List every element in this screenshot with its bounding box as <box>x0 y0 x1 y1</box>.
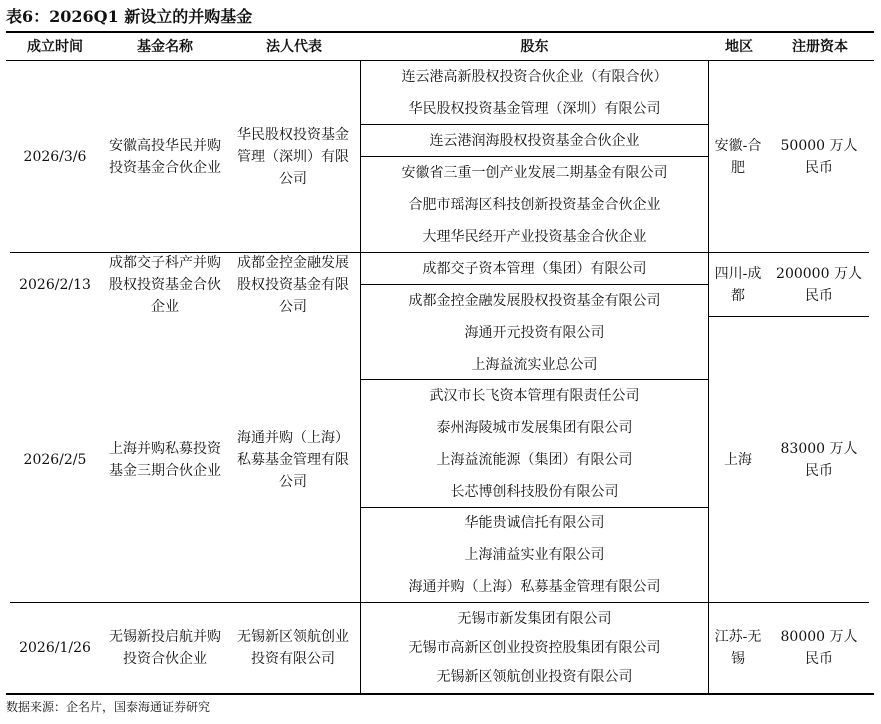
fund-date: 2026/2/5 <box>23 451 87 468</box>
fund-name: 安徽高投华民并购投资基金合伙企业 <box>109 137 221 176</box>
shareholder-item: 大理华民经开产业投资基金合伙企业 <box>422 229 647 245</box>
shareholder-divider <box>361 156 708 157</box>
fund-date: 2026/3/6 <box>23 148 87 165</box>
fund-region: 江苏-无锡 <box>714 629 762 667</box>
fund-legal-rep: 成都金控金融发展股权投资基金有限公司 <box>237 254 349 315</box>
fund-legal-rep: 华民股权投资基金管理（深圳）有限公司 <box>237 126 349 187</box>
shareholder-item: 安徽省三重一创产业发展二期基金有限公司 <box>401 165 668 181</box>
header-capital: 注册资本 <box>792 39 848 55</box>
shareholder-item: 泰州海陵城市发展集团有限公司 <box>436 420 633 436</box>
fund-capital: 200000 万人民币 <box>776 265 862 304</box>
shareholder-item: 上海益流能源（集团）有限公司 <box>436 452 633 468</box>
shareholder-item: 武汉市长飞资本管理有限责任公司 <box>429 388 640 404</box>
fund-name: 无锡新投启航并购投资合伙企业 <box>109 629 221 667</box>
fund-name: 上海并购私募投资基金三期合伙企业 <box>109 440 221 479</box>
shareholder-item: 连云港高新股权投资合伙企业（有限合伙） <box>401 69 668 85</box>
table-title: 表6：2026Q1 新设立的并购基金 <box>6 7 253 26</box>
header-fund-name: 基金名称 <box>137 39 193 55</box>
top-rule <box>6 31 874 33</box>
shareholder-item: 连云港润海股权投资基金合伙企业 <box>429 133 640 149</box>
shareholder-item: 无锡市新发集团有限公司 <box>457 611 612 627</box>
fund-region: 四川-成都 <box>714 265 762 304</box>
fund-legal-rep: 海通并购（上海）私募基金管理有限公司 <box>237 429 349 490</box>
shareholder-item: 无锡市高新区创业投资控股集团有限公司 <box>408 640 661 656</box>
shareholder-divider <box>361 602 708 603</box>
shareholder-item: 海通开元投资有限公司 <box>464 325 605 341</box>
shareholder-divider <box>361 124 708 125</box>
col-divider <box>708 61 709 693</box>
source-note: 数据来源：企名片，国泰海通证券研究 <box>6 700 211 714</box>
shareholder-divider <box>361 284 708 285</box>
shareholder-item: 华民股权投资基金管理（深圳）有限公司 <box>408 101 661 117</box>
fund-capital: 80000 万人民币 <box>780 629 858 667</box>
shareholder-item: 合肥市瑶海区科技创新投资基金合伙企业 <box>408 197 661 213</box>
shareholder-item: 华能贵诚信托有限公司 <box>464 515 605 531</box>
bottom-rule <box>6 693 874 695</box>
fund-region: 安徽-合肥 <box>714 137 762 176</box>
shareholder-divider <box>361 379 708 380</box>
fund-legal-rep: 无锡新区领航创业投资有限公司 <box>237 629 349 667</box>
header-date: 成立时间 <box>27 39 83 55</box>
header-legal-rep: 法人代表 <box>266 39 322 55</box>
header-region: 地区 <box>725 39 753 55</box>
shareholder-item: 海通并购（上海）私募基金管理有限公司 <box>408 579 661 595</box>
fund-capital: 83000 万人民币 <box>780 440 858 479</box>
shareholder-item: 无锡新区领航创业投资有限公司 <box>436 669 633 685</box>
shareholder-item: 成都交子资本管理（集团）有限公司 <box>422 261 647 277</box>
shareholder-item: 上海浦益实业有限公司 <box>464 547 605 563</box>
fund-name: 成都交子科产并购股权投资基金合伙企业 <box>109 254 221 315</box>
fund-date: 2026/2/13 <box>19 276 91 293</box>
fund-date: 2026/1/26 <box>19 640 91 656</box>
fund-capital: 50000 万人民币 <box>780 137 858 176</box>
shareholder-item: 上海益流实业总公司 <box>471 357 598 373</box>
shareholder-item: 长芯博创科技股份有限公司 <box>450 484 619 500</box>
header-shareholders: 股东 <box>520 39 549 55</box>
shareholder-item: 成都金控金融发展股权投资基金有限公司 <box>408 293 661 309</box>
fund-region: 上海 <box>724 451 752 468</box>
shareholder-divider <box>361 252 708 253</box>
